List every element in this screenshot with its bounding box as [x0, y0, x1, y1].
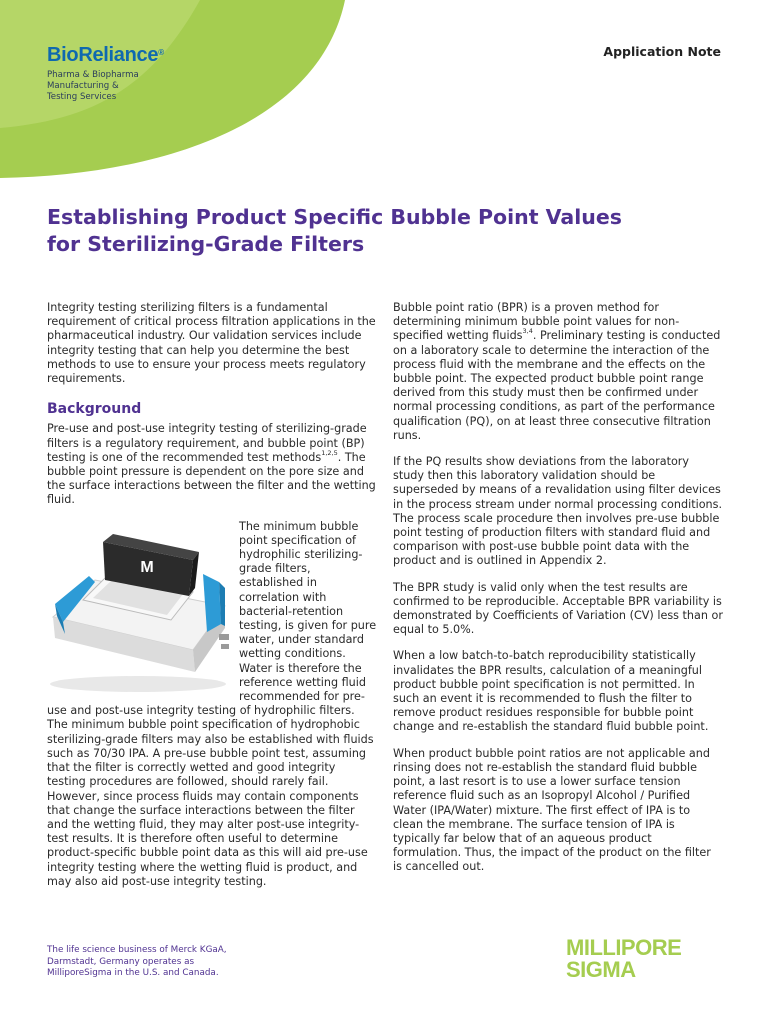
right-paragraph-5: When product bubble point ratios are not applicable and rinsing does not re-establish the standard fluid bubble point, a last resort is to use a lower surface tension reference fluid such as an Isopropyl Alcohol / Purified Water (IPA/Water) mixture. The first effect of IPA is to clean the membrane. The surface tension of IPA is typically far below that of an aqueous product formulation. Thus, the impact of the product on the filter is cancelled out.: [393, 746, 711, 874]
brand-name: BioReliance®: [47, 44, 164, 66]
right-column: [393, 301, 723, 887]
brand-tagline: Pharma & Biopharma Manufacturing & Testing Services: [47, 70, 139, 102]
right-paragraph-3: The BPR study is valid only when the test results are confirmed to be reproducible. Acceptable BPR variability is demonstrated by Coefficients of Variation (CV) less than or equal to 5.0%.: [393, 580, 723, 637]
bioreliance-logo: [47, 44, 164, 103]
milliporesigma-logo: [566, 934, 726, 984]
intro-paragraph: Integrity testing sterilizing filters is a fundamental requirement of critical process filtration applications in the pharmaceutical industry. Our validation services include integrity testing that can help you determine the best methods to use to ensure your process meets regulatory requirements.: [47, 301, 376, 386]
background-paragraph-1: Pre-use and post-use integrity testing of sterilizing-grade filters is a regulatory requirement, and bubble point (BP) testing is one of the recommended test methods$^{1,2,5}$. The bubble point pressure is dependent on the pore size and the surface interactions between the filter and the wetting fluid.: [47, 422, 376, 507]
left-column: [47, 301, 377, 901]
background-heading: Background: [47, 401, 142, 418]
page-title: Establishing Product Specific Bubble Point Values for Sterilizing-Grade Filters: [47, 205, 622, 256]
integrity-test-device-image: [43, 522, 233, 694]
device-brand-mark: M: [140, 558, 154, 576]
right-paragraph-2: If the PQ results show deviations from the laboratory study then this laboratory validation should be superseded by means of a revalidation using filter devices in the process stream under normal processing conditions. The process scale procedure then involves pre-use bubble point testing of production filters with standard fluid and comparison with post-use bubble point data with the product and is outlined in Appendix 2.: [393, 455, 723, 568]
logo-line-2: SIGMA: [566, 957, 636, 982]
logo-line-1: MILLIPORE: [566, 935, 682, 960]
right-paragraph-1: Bubble point ratio (BPR) is a proven method for determining minimum bubble point values for non-specified wetting fluids$^{3,4}$. Preliminary testing is conducted on a laboratory scale to determine the interaction of the process fluid with the membrane and the effects on the bubble point. The expected product bubble point range derived from this study must then be confirmed under normal processing conditions, as part of the performance qualification (PQ), on at least three consecutive filtration runs.: [393, 301, 721, 442]
background-paragraph-2: The minimum bubble point specification of hydrophilic sterilizing-grade filters, established in correlation with bacterial-retention testing, is given for pure water, under standard wetting conditions. Water is therefore the reference wetting fluid recommended for pre-use and post-use integrity testing of hydrophilic filters. The minimum bubble point specification of hydrophobic sterilizing-grade filters may also be established with fluids such as 70/30 IPA. A pre-use bubble point test, assuming that the filter is correctly wetted and good integrity testing procedures are followed, should rarely fail. However, since process fluids may contain components that change the surface interactions between the filter and the wetting fluid, they may alter post-use integrity-test results. It is therefore often useful to determine product-specific bubble point data as this will aid pre-use integrity testing where the wetting fluid is product, and may also aid post-use integrity testing.: [47, 519, 377, 888]
right-paragraph-4: When a low batch-to-batch reproducibility statistically invalidates the BPR results, calculation of a meaningful product bubble point specification is not permitted. In such an event it is recommended to flush the filter to remove product residues responsible for bubble point change and re-establish the standard fluid bubble point.: [393, 649, 709, 734]
document-type-label: Application Note: [603, 44, 721, 59]
footer-legal-note: The life science business of Merck KGaA, Darmstadt, Germany operates as MilliporeSigma in the U.S. and Canada.: [47, 945, 227, 978]
